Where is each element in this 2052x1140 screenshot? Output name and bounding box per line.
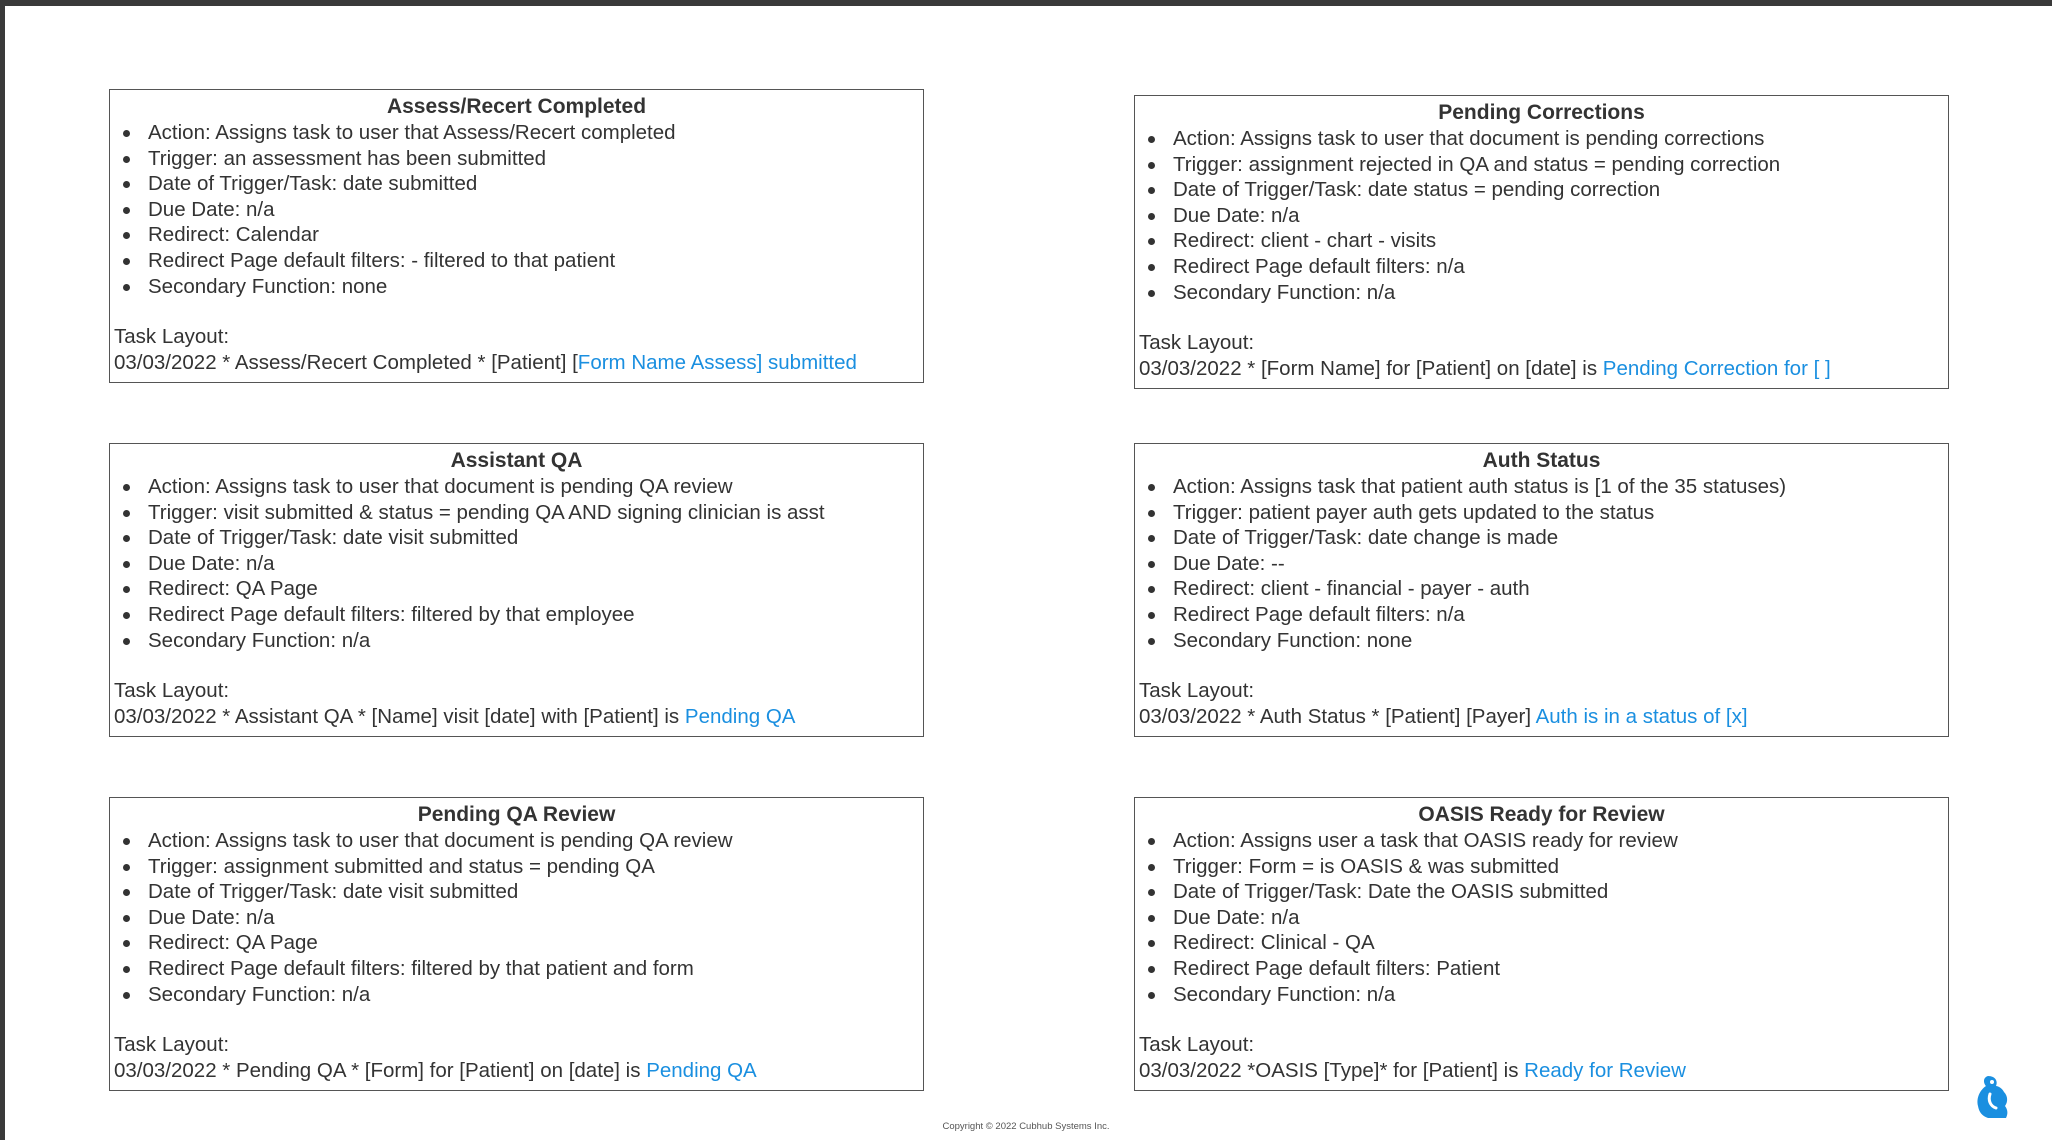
bullet-dot [1148,992,1155,999]
bullet-item: Redirect: Clinical - QA [1173,930,1948,956]
bullet-dot [123,284,130,291]
bullet-dot [1148,638,1155,645]
task-layout-link[interactable]: Form Name Assess] submitted [577,350,857,374]
bullet-item: Redirect: client - financial - payer - auth [1173,576,1948,602]
card-title: Assess/Recert Completed [386,95,647,118]
card-oasis-ready-for-review [1134,797,1949,1091]
bullet-dot [123,889,130,896]
task-layout-label: Task Layout: [1139,331,1255,355]
card-assess-recert-completed [109,89,924,383]
copyright-footer: Copyright © 2022 Cubhub Systems Inc. [942,1121,1110,1132]
bullet-item: Trigger: assignment rejected in QA and status = pending correction [1173,152,1948,178]
task-layout-line [1139,356,1948,382]
bullet-item: Action: Assigns task to user that document is pending corrections [1173,126,1948,152]
bullet-dot [1148,915,1155,922]
bullet-list [1139,126,1948,305]
bullet-item: Date of Trigger/Task: date visit submitted [148,879,923,905]
bullet-item: Redirect Page default filters: filtered by that employee [148,602,923,628]
bullet-dot [1148,966,1155,973]
task-layout-label: Task Layout: [1139,679,1255,703]
task-layout-line [114,704,923,730]
task-layout-line [1139,1058,1948,1084]
bullet-item: Due Date: -- [1173,551,1948,577]
task-layout-text: 03/03/2022 * Assess/Recert Completed * [Patient] [ [114,350,578,374]
task-layout-text: 03/03/2022 *OASIS [Type]* for [Patient] is [1139,1058,1525,1082]
bullet-list [114,120,923,299]
bullet-item: Action: Assigns task to user that document is pending QA review [148,828,923,854]
bullet-dot [123,612,130,619]
bullet-dot [1148,238,1155,245]
bullet-dot [1148,290,1155,297]
bullet-item: Trigger: assignment submitted and status = pending QA [148,854,923,880]
cubhub-logo-icon [1972,1074,2012,1120]
bullet-dot [123,130,130,137]
bullet-item: Date of Trigger/Task: date status = pending correction [1173,177,1948,203]
bullet-item: Date of Trigger/Task: date submitted [148,171,923,197]
bullet-dot [123,586,130,593]
bullet-item: Trigger: patient payer auth gets updated to the status [1173,500,1948,526]
card-pending-corrections [1134,95,1949,389]
bullet-dot [1148,940,1155,947]
bullet-dot [1148,264,1155,271]
bullet-item: Due Date: n/a [1173,905,1948,931]
task-layout-text: 03/03/2022 * Assistant QA * [Name] visit [date] with [Patient] is [114,704,685,728]
task-layout-link[interactable]: Pending QA [646,1058,757,1082]
bullet-list [114,828,923,1007]
bullet-item: Redirect: QA Page [148,930,923,956]
bullet-item: Redirect: QA Page [148,576,923,602]
bullet-item: Action: Assigns user a task that OASIS ready for review [1173,828,1948,854]
card-auth-status [1134,443,1949,737]
bullet-dot [1148,187,1155,194]
bullet-item: Action: Assigns task to user that Assess/Recert completed [148,120,923,146]
bullet-dot [123,940,130,947]
bullet-dot [1148,136,1155,143]
bullet-item: Redirect Page default filters: n/a [1173,254,1948,280]
card-title: Pending QA Review [417,803,616,826]
task-layout-label: Task Layout: [114,325,230,349]
bullet-dot [1148,838,1155,845]
bullet-dot [1148,510,1155,517]
bullet-item: Redirect Page default filters: filtered by that patient and form [148,956,923,982]
task-layout-label: Task Layout: [1139,1033,1255,1057]
bullet-dot [1148,162,1155,169]
card-assistant-qa [109,443,924,737]
bullet-dot [123,915,130,922]
bullet-dot [123,992,130,999]
bullet-item: Redirect Page default filters: - filtered to that patient [148,248,923,274]
bullet-list [1139,474,1948,653]
bullet-dot [1148,864,1155,871]
task-layout-text: 03/03/2022 * [Form Name] for [Patient] on [date] is [1139,356,1603,380]
task-layout-line [114,350,923,376]
task-layout-text: 03/03/2022 * Auth Status * [Patient] [Payer] [1139,704,1536,728]
bullet-dot [123,638,130,645]
bullet-item: Secondary Function: n/a [148,628,923,654]
top-border [0,0,2052,6]
bullet-item: Trigger: an assessment has been submitted [148,146,923,172]
task-layout-line [1139,704,1948,730]
bullet-item: Due Date: n/a [148,197,923,223]
card-title: Pending Corrections [1438,101,1645,124]
bullet-list [1139,828,1948,1007]
task-layout-label: Task Layout: [114,1033,230,1057]
task-layout-label: Task Layout: [114,679,230,703]
task-layout-link[interactable]: Ready for Review [1524,1058,1686,1082]
bullet-item: Action: Assigns task to user that document is pending QA review [148,474,923,500]
bullet-item: Date of Trigger/Task: date visit submitted [148,525,923,551]
card-title: Auth Status [1482,449,1601,472]
bullet-dot [123,258,130,265]
bullet-dot [123,484,130,491]
bullet-item: Date of Trigger/Task: Date the OASIS submitted [1173,879,1948,905]
card-title: OASIS Ready for Review [1418,803,1665,826]
bullet-item: Secondary Function: n/a [148,982,923,1008]
task-layout-link[interactable]: Pending Correction for [ ] [1602,356,1831,380]
bullet-item: Due Date: n/a [1173,203,1948,229]
bullet-dot [123,232,130,239]
bullet-dot [1148,484,1155,491]
bullet-item: Secondary Function: none [1173,628,1948,654]
bullet-item: Redirect Page default filters: Patient [1173,956,1948,982]
bullet-dot [123,156,130,163]
bullet-dot [123,535,130,542]
bullet-dot [123,181,130,188]
bullet-item: Action: Assigns task that patient auth status is [1 of the 35 statuses) [1173,474,1948,500]
bullet-item: Trigger: visit submitted & status = pending QA AND signing clinician is asst [148,500,923,526]
bullet-list [114,474,923,653]
bullet-dot [123,561,130,568]
bullet-item: Secondary Function: n/a [1173,280,1948,306]
bullet-item: Secondary Function: none [148,274,923,300]
bullet-dot [123,966,130,973]
bullet-dot [1148,561,1155,568]
bullet-item: Date of Trigger/Task: date change is made [1173,525,1948,551]
card-title: Assistant QA [450,449,583,472]
bullet-item: Redirect: Calendar [148,222,923,248]
bullet-dot [1148,213,1155,220]
bullet-item: Trigger: Form = is OASIS & was submitted [1173,854,1948,880]
task-layout-link[interactable]: Auth is in a status of [x] [1535,704,1748,728]
bullet-dot [1148,612,1155,619]
bullet-dot [123,864,130,871]
bullet-item: Due Date: n/a [148,551,923,577]
bullet-dot [123,510,130,517]
bullet-dot [1148,586,1155,593]
task-layout-link[interactable]: Pending QA [684,704,796,728]
left-border [0,0,5,1140]
bullet-item: Due Date: n/a [148,905,923,931]
bullet-dot [1148,535,1155,542]
bullet-item: Secondary Function: n/a [1173,982,1948,1008]
task-layout-text: 03/03/2022 * Pending QA * [Form] for [Patient] on [date] is [114,1058,647,1082]
card-pending-qa-review [109,797,924,1091]
bullet-item: Redirect Page default filters: n/a [1173,602,1948,628]
bullet-item: Redirect: client - chart - visits [1173,228,1948,254]
task-layout-line [114,1058,923,1084]
bullet-dot [123,207,130,214]
bullet-dot [1148,889,1155,896]
bullet-dot [123,838,130,845]
